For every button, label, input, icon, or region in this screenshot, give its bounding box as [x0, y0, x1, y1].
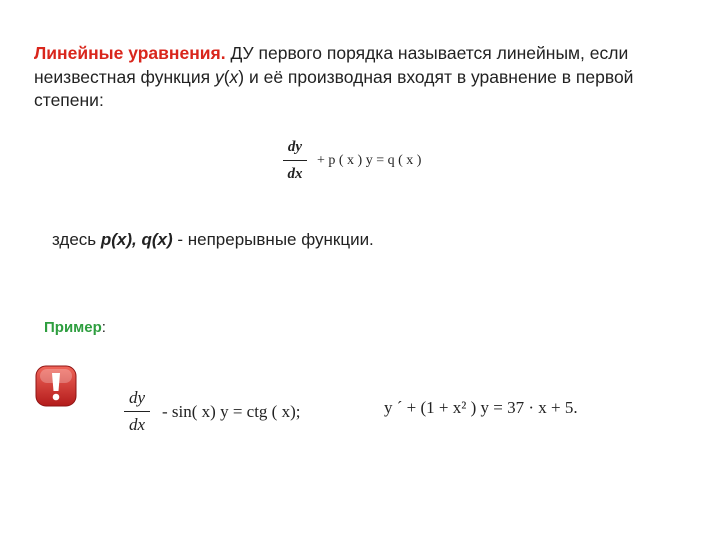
- here-suffix: - непрерывные функции.: [172, 230, 374, 249]
- intro-text-2: и её производная входят в уравнение в первой степени:: [34, 66, 634, 110]
- eq1-numerator: dy: [128, 388, 146, 407]
- intro-paragraph: [34, 42, 674, 113]
- formula-rest: + p ( x ) y = q ( x ): [317, 152, 422, 168]
- var-x: x: [229, 66, 239, 87]
- intro-text-1: ДУ первого порядка называется линейным, если неизвестная функция: [34, 43, 629, 87]
- eq1-fraction: [124, 388, 150, 435]
- derivative-fraction: [283, 138, 307, 183]
- linear-equation-formula: [283, 138, 421, 183]
- example-equation-1: [124, 388, 300, 435]
- exclamation-alert-icon: [34, 364, 78, 408]
- here-line: [52, 230, 374, 250]
- example-colon: :: [101, 319, 106, 336]
- here-prefix: здесь: [52, 230, 101, 249]
- eq1-rest: - sin( x) y = ctg ( x);: [162, 401, 301, 421]
- example-label: [44, 319, 106, 336]
- func-y: y: [214, 66, 224, 87]
- section-heading: Линейные уравнения.: [34, 43, 226, 63]
- frac-numerator: dy: [287, 139, 303, 155]
- functions-pq: p(x), q(x): [100, 230, 173, 249]
- eq1-bar: [124, 411, 150, 412]
- lparen: (: [223, 66, 230, 87]
- frac-denominator: dx: [287, 166, 303, 182]
- rparen: ): [238, 66, 245, 87]
- eq1-denominator: dx: [128, 415, 146, 434]
- example-word: Пример: [44, 319, 102, 336]
- frac-bar: [283, 160, 307, 161]
- example-equation-2: y ´ + (1 + x² ) y = 37 · x + 5.: [384, 398, 578, 417]
